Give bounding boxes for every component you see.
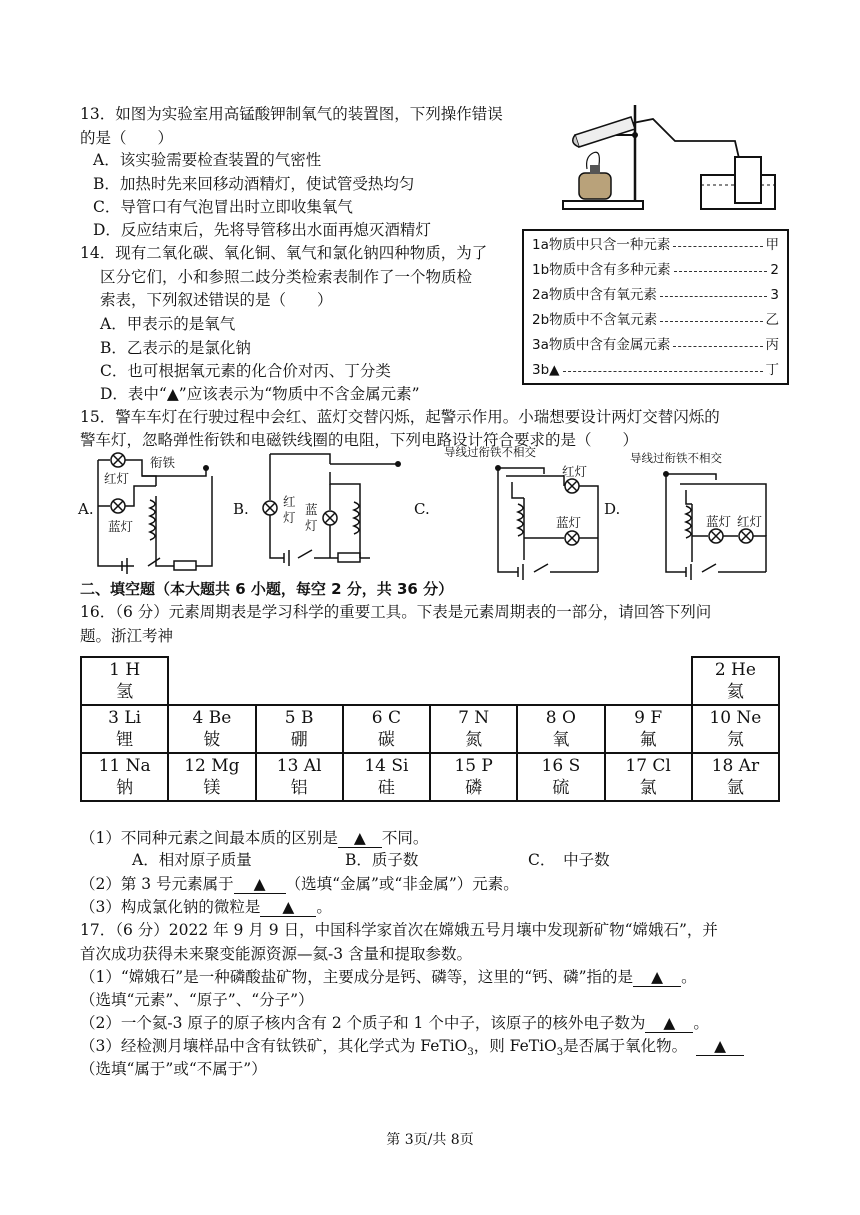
element-cell-n: 7 N 氮 (430, 705, 517, 753)
key-row-1b: 1b物质中含有多种元素 2 (532, 258, 779, 282)
circuit-d-red-lamp-label: 红灯 (737, 514, 763, 529)
q15-stem-line1: 15．警车车灯在行驶过程中会红、蓝灯交替闪烁，起警示作用。小瑞想要设计两灯交替闪烁的 (80, 408, 720, 426)
circuit-b-label: B. (233, 500, 249, 518)
q17-part3-hint: （选填“属于”或“不属于”） (80, 1060, 267, 1078)
circuit-c-wire-note: 导线过衔铁不相交 (444, 445, 536, 459)
circuit-c-diagram (478, 460, 608, 580)
circuit-a-armature-label: 衔铁 (150, 455, 176, 470)
q14-option-a: A．甲表示的是氧气 (100, 315, 236, 333)
circuit-d-blue-lamp-label: 蓝灯 (706, 514, 732, 529)
q13-stem-line1: 13．如图为实验室用高锰酸钾制氧气的装置图，下列操作错误 (80, 105, 503, 123)
element-cell-f: 9 F 氟 (605, 705, 692, 753)
q14-stem-line2: 区分它们，小和参照二歧分类检索表制作了一个物质检 (100, 268, 473, 286)
q16-part1: （1）不同种元素之间最本质的区别是 ▲ 不同。 (80, 829, 429, 847)
circuit-a-red-lamp-label: 红灯 (104, 471, 130, 486)
circuit-b-blue-char1: 蓝 (305, 502, 318, 517)
key-row-3b: 3b▲ 丁 (532, 358, 779, 382)
q14-option-b: B．乙表示的是氯化钠 (100, 339, 251, 357)
q17-blank-1[interactable]: ▲ (633, 968, 681, 987)
element-cell-o: 8 O 氧 (517, 705, 604, 753)
q17-part3: （3）经检测月壤样品中含有钛铁矿，其化学式为 FeTiO$_3$，则 FeTiO$_3$是否属于氧化物。 ▲ (80, 1034, 744, 1065)
element-cell-s: 16 S 硫 (517, 753, 604, 801)
key-row-2b: 2b物质中不含氧元素 乙 (532, 308, 779, 332)
circuit-c-label: C. (414, 500, 430, 518)
periodic-gap (168, 657, 692, 705)
q17-blank-3[interactable]: ▲ (696, 1037, 744, 1056)
circuit-a-blue-lamp-label: 蓝灯 (108, 519, 134, 534)
q16-part1-option-c: C． 中子数 (528, 851, 610, 869)
q17-stem-line2: 首次成功获得未来聚变能源资源—氦-3 含量和提取参数。 (80, 945, 473, 963)
q13-option-c: C．导管口有气泡冒出时立即收集氧气 (93, 198, 353, 216)
circuit-b-red-char1: 红 (283, 494, 296, 509)
q16-blank-3[interactable]: ▲ (260, 898, 316, 917)
page-footer: 第 3页/共 8页 (386, 1132, 474, 1148)
q14-stem-line3: 索表，下列叙述错误的是（ ） (100, 291, 333, 309)
classification-key-table (522, 229, 789, 385)
q17-part2: （2）一个氦-3 原子的原子核内含有 2 个质子和 1 个中子，该原子的核外电子数为 ▲ 。 (80, 1014, 709, 1032)
circuit-c-blue-lamp-label: 蓝灯 (556, 515, 582, 530)
key-row-1a: 1a物质中只含一种元素 甲 (532, 233, 779, 257)
q16-stem-line2: 题。浙江考神 (80, 627, 174, 645)
element-cell-he: 2 He 氦 (692, 657, 779, 705)
q16-blank-2[interactable]: ▲ (234, 875, 286, 894)
periodic-row-3 (81, 753, 779, 801)
q16-part1-option-b: B．质子数 (345, 851, 419, 869)
element-cell-ne: 10 Ne 氖 (692, 705, 779, 753)
q14-option-d: D．表中“▲”应该表示为“物质中不含金属元素” (100, 385, 420, 403)
q15-stem-line2: 警车灯，忽略弹性衔铁和电磁铁线圈的电阻，下列电路设计符合要求的是（ ） (80, 431, 639, 449)
circuit-b-red-char2: 灯 (283, 510, 296, 525)
element-cell-c: 6 C 碳 (343, 705, 430, 753)
element-cell-b: 5 B 硼 (256, 705, 343, 753)
q13-stem-line2: 的是（ ） (80, 129, 174, 147)
circuit-b-diagram (258, 450, 398, 580)
q16-blank-1[interactable]: ▲ (338, 829, 382, 848)
q16-part1-option-a: A．相对原子质量 (132, 851, 252, 869)
circuit-d-label: D. (604, 500, 621, 518)
key-row-3a: 3a物质中含有金属元素 丙 (532, 333, 779, 357)
periodic-row-2 (81, 705, 779, 753)
circuit-a-label: A. (78, 500, 94, 518)
q14-stem-line1: 14．现有二氧化碳、氧化铜、氧气和氯化钠四种物质，为了 (80, 244, 488, 262)
q13-option-b: B．加热时先来回移动酒精灯，使试管受热均匀 (93, 175, 415, 193)
q17-part1-hint: （选填“元素”、“原子”、“分子”） (80, 991, 314, 1009)
element-cell-h: 1 H 氢 (81, 657, 168, 705)
section-2-title: 二、填空题（本大题共 6 小题，每空 2 分，共 36 分） (80, 580, 454, 598)
q13-option-d: D．反应结束后，先将导管移出水面再熄灭酒精灯 (93, 221, 431, 239)
element-cell-be: 4 Be 铍 (168, 705, 255, 753)
element-cell-al: 13 Al 铝 (256, 753, 343, 801)
oxygen-apparatus-figure (555, 95, 785, 215)
element-cell-si: 14 Si 硅 (343, 753, 430, 801)
q17-stem-line1: 17．（6 分）2022 年 9 月 9 日，中国科学家首次在嫦娥五号月壤中发现新矿物“嫦娥石”，并 (80, 921, 718, 939)
q13-option-a: A．该实验需要检查装置的气密性 (93, 151, 322, 169)
circuit-d-wire-note: 导线过衔铁不相交 (630, 451, 722, 465)
element-cell-cl: 17 Cl 氯 (605, 753, 692, 801)
element-cell-li: 3 Li 锂 (81, 705, 168, 753)
key-row-2a: 2a物质中含有氧元素 3 (532, 283, 779, 307)
q17-blank-2[interactable]: ▲ (645, 1014, 693, 1033)
element-cell-p: 15 P 磷 (430, 753, 517, 801)
periodic-table (80, 656, 780, 802)
q16-part2: （2）第 3 号元素属于 ▲ （选填“金属”或“非金属”）元素。 (80, 875, 519, 893)
element-cell-ar: 18 Ar 氩 (692, 753, 779, 801)
element-cell-mg: 12 Mg 镁 (168, 753, 255, 801)
element-cell-na: 11 Na 钠 (81, 753, 168, 801)
q16-part3: （3）构成氯化钠的微粒是 ▲ 。 (80, 898, 332, 916)
q16-stem-line1: 16．（6 分）元素周期表是学习科学的重要工具。下表是元素周期表的一部分，请回答下列问 (80, 603, 712, 621)
q17-part1: （1）“嫦娥石”是一种磷酸盐矿物，主要成分是钙、磷等，这里的“钙、磷”指的是 ▲ 。 (80, 968, 697, 986)
q14-option-c: C．也可根据氧元素的化合价对丙、丁分类 (100, 362, 391, 380)
circuit-c-red-lamp-label: 红灯 (562, 464, 588, 479)
circuit-b-blue-char2: 灯 (305, 518, 318, 533)
periodic-row-1 (81, 657, 779, 705)
